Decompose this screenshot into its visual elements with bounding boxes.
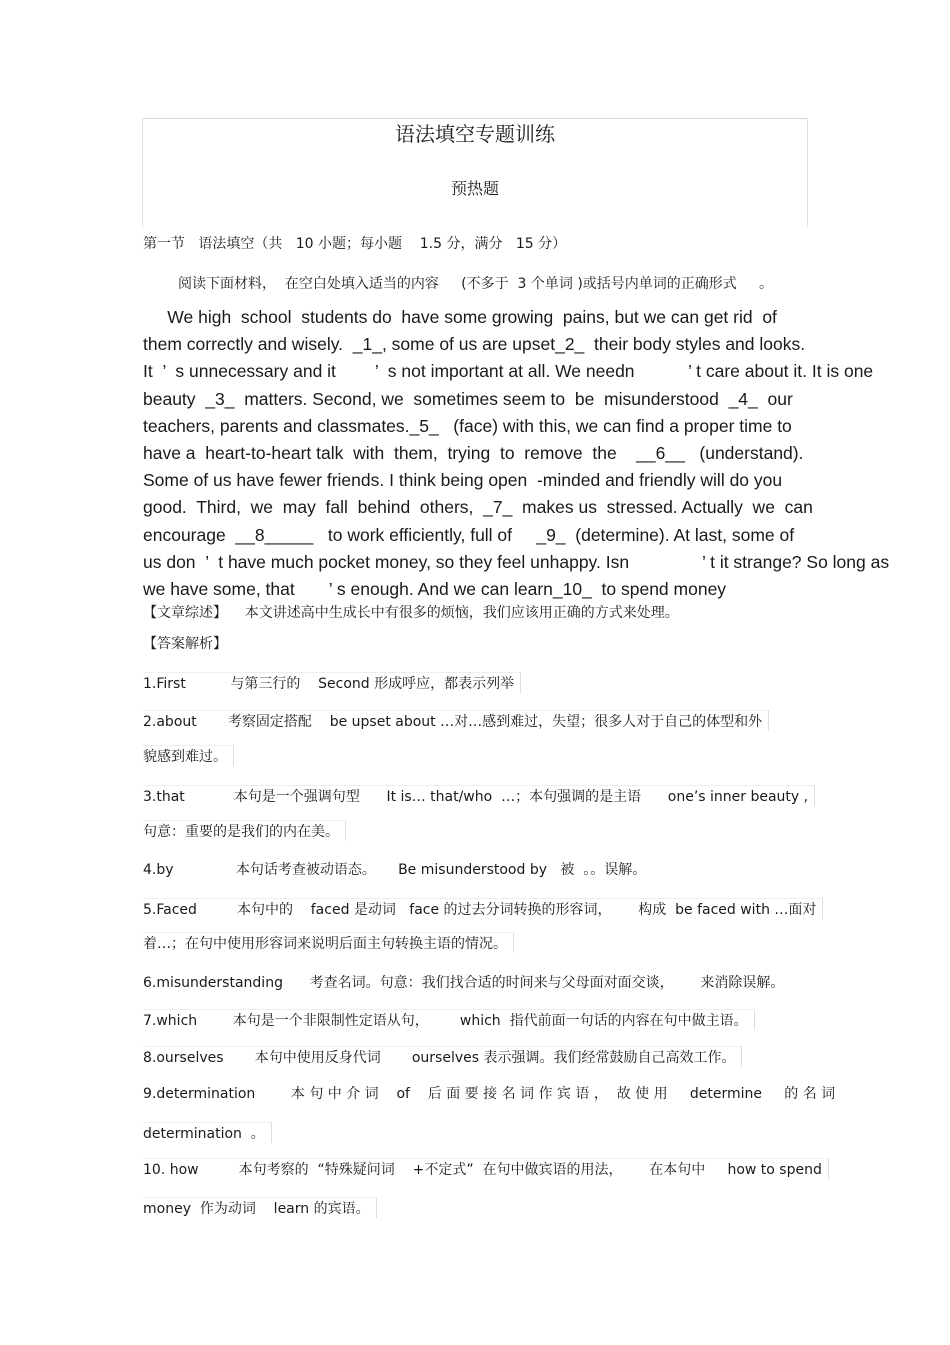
- answer-item: 1.First 与第三行的 Second 形成呼应，都表示列举: [143, 672, 521, 693]
- passage: [143, 304, 943, 603]
- passage-line: beauty _3_ matters. Second, we sometimes seem to be misunderstood _4_ our: [143, 388, 793, 409]
- passage-line: Some of us have fewer friends. I think being open -minded and friendly will do you: [143, 470, 783, 491]
- answer-item: 7.which 本句是一个非限制性定语从句， which 指代前面一句话的内容在句中做主语。: [143, 1009, 755, 1030]
- answer-item: 4.by 本句话考查被动语态。 Be misunderstood by 被 。。误解。: [143, 862, 647, 878]
- answer-item-continued: 貌感到难过。: [143, 745, 234, 766]
- answer-item: 3.that 本句是一个强调句型 It is… that/who …；本句强调的是主语 one’s inner beauty ,: [143, 785, 815, 806]
- passage-line: We high school students do have some growing pains, but we can get rid of: [143, 307, 777, 327]
- instructions: 阅读下面材料， 在空白处填入适当的内容 (不多于 3 个单词 )或括号内单词的正确形式 。: [178, 276, 774, 292]
- passage-line: them correctly and wisely. _1_, some of us are upset_2_ their body styles and looks.: [143, 334, 806, 355]
- answer-item-continued: 句意：重要的是我们的内在美。: [143, 820, 346, 841]
- page-subtitle: 预热题: [450, 179, 499, 198]
- answer-item: 8.ourselves 本句中使用反身代词 ourselves 表示强调。我们经常鼓励自己高效工作。: [143, 1046, 742, 1067]
- passage-line: we have some, that ’ s enough. And we can learn_10_ to spend money: [143, 578, 727, 599]
- answer-item: 10. how 本句考察的 “特殊疑问词 +不定式” 在句中做宾语的用法， 在本句中 how to spend: [143, 1158, 829, 1179]
- passage-line: It ’ s unnecessary and it ’ s not important at all. We needn ’ t care about it. It is one: [143, 361, 874, 382]
- answer-item: 6.misunderstanding 考查名词。句意：我们找合适的时间来与父母面对面交谈， 来消除误解。: [143, 975, 785, 991]
- passage-line: encourage __8_____ to work efficiently, full of _9_ (determine). At last, some of: [143, 524, 795, 545]
- answer-item-continued: determination 。: [143, 1122, 272, 1143]
- passage-line: us don ’ t have much pocket money, so they feel unhappy. Isn ’ t it strange? So long as: [143, 551, 890, 572]
- answer-item-continued: 着…；在句中使用形容词来说明后面主句转换主语的情况。: [143, 932, 514, 953]
- passage-line: good. Third, we may fall behind others, _7_ makes us stressed. Actually we can: [143, 497, 813, 518]
- passage-line: have a heart-to-heart talk with them, trying to remove the __6__ (understand).: [143, 442, 804, 463]
- section-heading: 第一节 语法填空（共 10 小题；每小题 1.5 分，满分 15 分）: [143, 236, 567, 252]
- passage-line: teachers, parents and classmates._5_ (face) with this, we can find a proper time to: [143, 415, 792, 436]
- answer-item: 2.about 考察固定搭配 be upset about …对…感到难过，失望；很多人对于自己的体型和外: [143, 710, 769, 731]
- answer-item-continued: money 作为动词 learn 的宾语。: [143, 1197, 377, 1218]
- answer-item: 5.Faced 本句中的 faced 是动词 face 的过去分词转换的形容词， 构成 be faced with …面对: [143, 898, 823, 919]
- page-title: 语法填空专题训练: [395, 122, 555, 146]
- article-summary: 【文章综述】 本文讲述高中生成长中有很多的烦恼，我们应该用正确的方式来处理。: [143, 605, 679, 621]
- answer-heading: 【答案解析】: [143, 636, 227, 652]
- answer-item: 9.determination 本 句 中 介 词 of 后 面 要 接 名 词 作 宾 语 ， 故 使 用 determine 的 名 词: [143, 1086, 836, 1102]
